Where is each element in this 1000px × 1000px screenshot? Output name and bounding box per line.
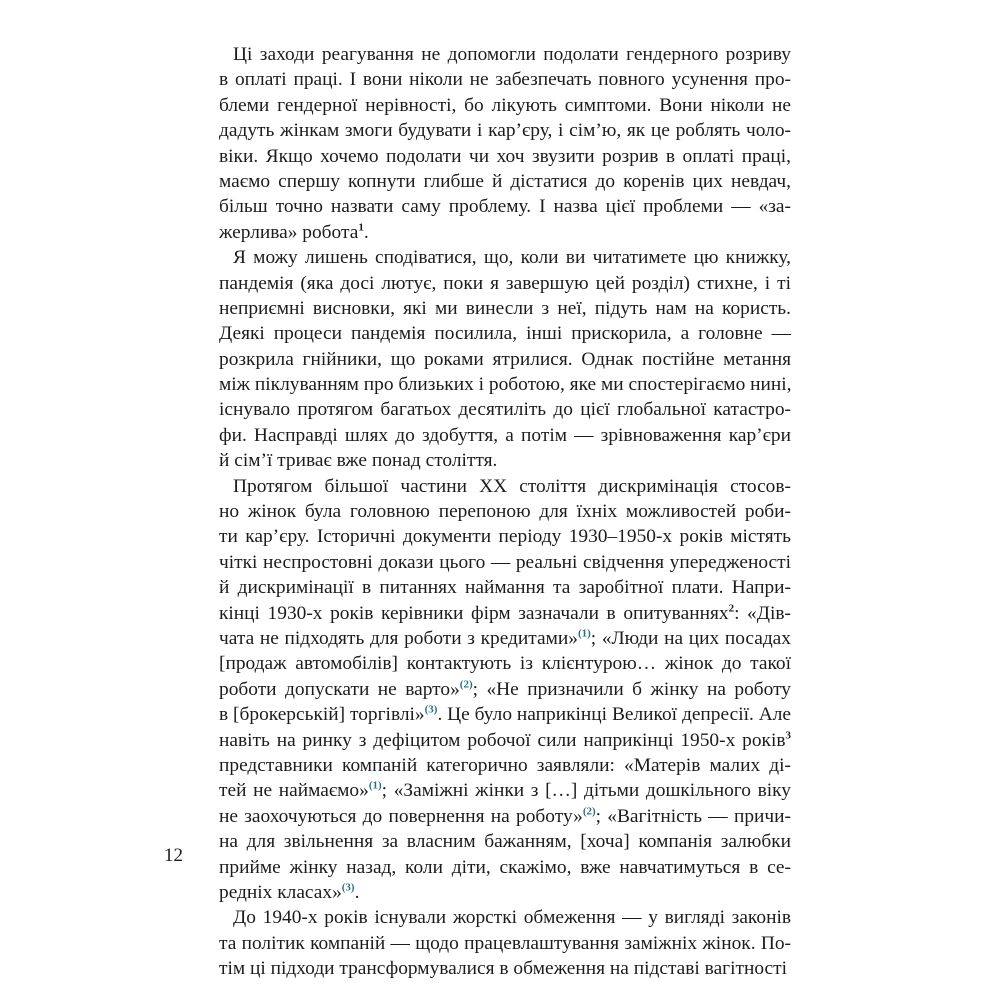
text-segment: дадуть жінкам змоги будувати і кар’єру, і сім’ю, як це роблять чоло- bbox=[219, 120, 791, 142]
text-segment: та політик компаній — щодо працевлаштування заміжніх жінок. По- bbox=[219, 932, 791, 954]
text-segment: редніх класах» bbox=[219, 881, 342, 903]
text-line bbox=[219, 550, 791, 575]
footnote-marker: 3 bbox=[785, 729, 791, 742]
text-segment: До 1940-х років існували жорсткі обмеження — у вигляді законів bbox=[233, 907, 791, 929]
paragraph bbox=[219, 42, 791, 245]
text-line bbox=[219, 448, 791, 473]
text-segment: більш точно назвати саму проблему. І назва цієї проблеми — «за- bbox=[219, 196, 791, 218]
text-segment: між піклуванням про близьких і роботою, яке ми спостерігаємо нині, bbox=[219, 374, 792, 396]
paragraph bbox=[219, 474, 791, 906]
source-reference: (2) bbox=[459, 678, 473, 691]
text-line bbox=[219, 855, 791, 880]
text-line bbox=[219, 118, 791, 143]
text-line bbox=[219, 677, 791, 702]
text-segment: ; «Вагітність — причи- bbox=[595, 805, 791, 827]
text-line bbox=[219, 474, 791, 499]
text-line bbox=[219, 93, 791, 118]
text-line bbox=[219, 372, 791, 397]
text-segment: не заохочуються до повернення на роботу» bbox=[219, 805, 583, 827]
text-segment: Я можу лишень сподіватися, що, коли ви читатимете цю книжку, bbox=[233, 247, 791, 269]
text-segment: [продаж автомобілів] контактують із клієнтурою… жінок до такої bbox=[219, 653, 791, 675]
text-segment: й дискримінації в питаннях наймання та заробітної плати. Напри- bbox=[219, 577, 791, 599]
text-line bbox=[219, 347, 791, 372]
text-segment: тей не наймаємо» bbox=[219, 780, 369, 802]
text-segment: прийме жінку назад, коли діти, скажімо, вже навчатимуться в се- bbox=[219, 856, 791, 878]
text-segment: ; «Заміжні жінки з […] дітьми дошкільного віку bbox=[381, 780, 791, 802]
text-segment: . bbox=[354, 881, 360, 903]
text-segment: Протягом більшої частини ХХ століття дискримінація стосов- bbox=[233, 475, 791, 497]
text-line bbox=[219, 169, 791, 194]
text-line bbox=[219, 956, 791, 981]
footnote-marker: 1 bbox=[358, 221, 364, 234]
text-segment: роботи допускати не варто» bbox=[219, 678, 460, 700]
paragraph bbox=[219, 245, 791, 474]
text-segment: ; «Не призначили б жінку на роботу bbox=[472, 678, 791, 700]
text-segment: маємо спершу копнути глибше й дістатися до коренів цих невдач, bbox=[219, 170, 791, 192]
text-line bbox=[219, 905, 791, 930]
text-segment: в оплаті праці. І вони ніколи не забезпечать повного усунення про- bbox=[219, 69, 791, 91]
text-line bbox=[219, 499, 791, 524]
text-line bbox=[219, 601, 791, 626]
source-reference: (1) bbox=[577, 627, 591, 640]
text-segment: фи. Насправді шлях до здобуття, а потім — зрівноваження кар’єри bbox=[219, 424, 791, 446]
text-line bbox=[219, 321, 791, 346]
text-segment: . bbox=[363, 221, 369, 243]
footnote-marker: 2 bbox=[728, 602, 735, 615]
text-line bbox=[219, 42, 791, 67]
text-line bbox=[219, 245, 791, 270]
text-segment: Ці заходи реагування не допомогли подолати гендерного розриву bbox=[233, 44, 791, 65]
text-line bbox=[219, 144, 791, 169]
source-reference: (2) bbox=[582, 805, 596, 818]
text-line bbox=[219, 296, 791, 321]
text-segment: в [брокерській] торгівлі» bbox=[219, 704, 425, 726]
text-line bbox=[219, 67, 791, 92]
text-line bbox=[219, 778, 791, 803]
body-text bbox=[219, 42, 791, 981]
text-segment: блеми гендерної нерівності, бо лікують симптоми. Вони ніколи не bbox=[219, 94, 791, 116]
text-segment: ; «Люди на цих посадах bbox=[590, 627, 791, 649]
text-segment: . Це було наприкінці Великої депресії. Але bbox=[437, 704, 791, 726]
text-segment: чата не підходять для роботи з кредитами» bbox=[219, 627, 578, 649]
text-line bbox=[219, 524, 791, 549]
text-line bbox=[219, 702, 791, 727]
text-line bbox=[219, 931, 791, 956]
text-line bbox=[219, 651, 791, 676]
text-segment: й сім’ї триває вже понад століття. bbox=[219, 450, 498, 472]
text-line bbox=[219, 829, 791, 854]
text-line bbox=[219, 880, 791, 905]
text-segment: неприємні висновки, які ми винесли з неї, підуть нам на користь. bbox=[219, 297, 791, 319]
text-line bbox=[219, 753, 791, 778]
text-segment: існувало протягом багатьох десятиліть до цієї глобальної катастро- bbox=[219, 399, 791, 421]
text-segment: Деякі процеси пандемія посилила, інші прискорила, а головне — bbox=[219, 323, 791, 345]
text-segment: розкрила гнійники, що роками ятрилися. Однак постійне метання bbox=[219, 348, 791, 370]
text-line bbox=[219, 397, 791, 422]
text-segment: но жінок була головною перепоною для їхніх можливостей роби- bbox=[219, 501, 791, 523]
text-segment: тім ці підходи трансформувалися в обмеження на підставі вагітності bbox=[219, 958, 788, 980]
text-segment: ти кар’єру. Історичні документи періоду 1930–1950-х років містять bbox=[219, 526, 791, 548]
source-reference: (3) bbox=[341, 881, 355, 894]
text-segment: жерлива» робота bbox=[219, 221, 359, 243]
text-line bbox=[219, 423, 791, 448]
text-line bbox=[219, 804, 791, 829]
paragraph bbox=[219, 905, 791, 981]
text-segment: кінці 1930-х років керівники фірм зазначали в опитуваннях bbox=[219, 602, 729, 624]
text-line bbox=[219, 271, 791, 296]
text-segment: віки. Якщо хочемо подолати чи хоч звузити розрив в оплаті праці, bbox=[219, 145, 791, 167]
text-segment: : «Дів- bbox=[734, 602, 791, 624]
text-line bbox=[219, 575, 791, 600]
source-reference: (3) bbox=[424, 703, 438, 716]
text-segment: чіткі неспростовні докази цього — реальні свідчення упередженості bbox=[219, 551, 791, 573]
text-line bbox=[219, 194, 791, 219]
source-reference: (1) bbox=[368, 779, 382, 792]
text-segment: пандемія (яка досі лютує, поки я завершую цей розділ) стихне, і ті bbox=[219, 272, 791, 294]
text-line bbox=[219, 626, 791, 651]
page-number: 12 bbox=[164, 845, 183, 866]
text-segment: навіть на ринку з дефіцитом робочої сили наприкінці 1950-х років bbox=[219, 729, 786, 751]
text-line bbox=[219, 728, 791, 753]
text-line bbox=[219, 220, 791, 245]
text-segment: представники компаній категорично заявляли: «Матерів малих ді- bbox=[219, 754, 791, 776]
text-segment: на для звільнення за власним бажанням, [хоча] компанія залюбки bbox=[219, 831, 791, 853]
